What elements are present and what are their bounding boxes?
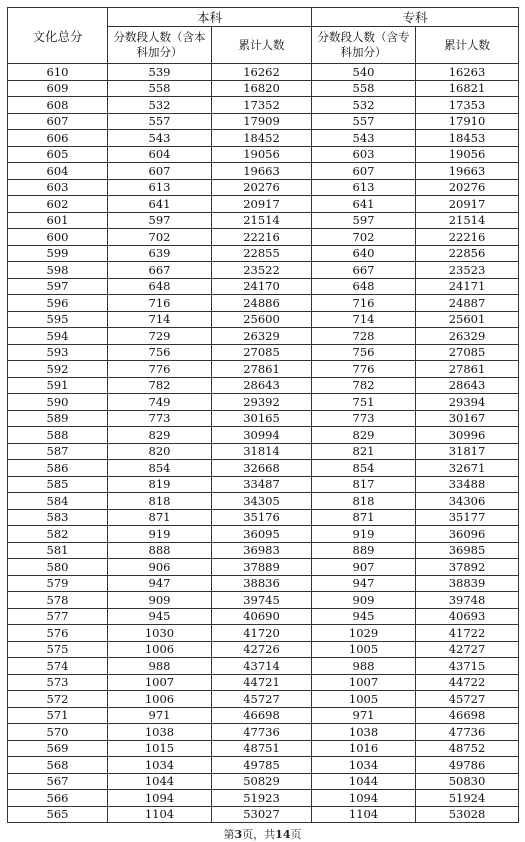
junior-college-cumulative-cell: 24171 [416, 278, 519, 295]
score-cell: 599 [8, 245, 108, 262]
table-row [8, 724, 519, 741]
table-row [8, 328, 519, 345]
table-row [8, 80, 519, 97]
undergraduate-count-cell: 1015 [108, 740, 212, 757]
junior-college-cumulative-cell: 20276 [416, 179, 519, 196]
junior-college-count-cell: 773 [312, 410, 416, 427]
score-cell: 600 [8, 229, 108, 246]
score-cell: 605 [8, 146, 108, 163]
undergraduate-count-cell: 909 [108, 592, 212, 609]
junior-college-cumulative-cell: 51924 [416, 790, 519, 807]
undergraduate-cumulative-cell: 22855 [212, 245, 312, 262]
table-row [8, 476, 519, 493]
junior-college-cumulative-cell: 22216 [416, 229, 519, 246]
table-row [8, 229, 519, 246]
undergraduate-count-cell: 604 [108, 146, 212, 163]
score-cell: 609 [8, 80, 108, 97]
score-cell: 606 [8, 130, 108, 147]
junior-college-count-cell: 776 [312, 361, 416, 378]
junior-college-cumulative-cell: 49786 [416, 757, 519, 774]
score-cell: 577 [8, 608, 108, 625]
undergraduate-count-cell: 756 [108, 344, 212, 361]
score-cell: 588 [8, 427, 108, 444]
table-row [8, 163, 519, 180]
score-cell: 607 [8, 113, 108, 130]
table-row [8, 509, 519, 526]
undergraduate-count-cell: 773 [108, 410, 212, 427]
table-row [8, 608, 519, 625]
page-footer [0, 826, 525, 842]
junior-college-count-cell: 1007 [312, 674, 416, 691]
junior-college-count-cell: 829 [312, 427, 416, 444]
undergraduate-cumulative-cell: 43714 [212, 658, 312, 675]
undergraduate-count-cell: 613 [108, 179, 212, 196]
junior-college-count-cell: 613 [312, 179, 416, 196]
junior-college-cumulative-cell: 50830 [416, 773, 519, 790]
undergraduate-count-cell: 607 [108, 163, 212, 180]
undergraduate-count-cell: 829 [108, 427, 212, 444]
score-cell: 596 [8, 295, 108, 312]
score-cell: 597 [8, 278, 108, 295]
footer-suffix: 页 [290, 828, 302, 841]
junior-college-count-cell: 1044 [312, 773, 416, 790]
junior-college-count-cell: 1094 [312, 790, 416, 807]
undergraduate-cumulative-cell: 17352 [212, 97, 312, 114]
score-cell: 604 [8, 163, 108, 180]
undergraduate-count-cell: 1034 [108, 757, 212, 774]
junior-college-count-cell: 667 [312, 262, 416, 279]
undergraduate-count-cell: 667 [108, 262, 212, 279]
table-row [8, 526, 519, 543]
junior-college-count-cell: 821 [312, 443, 416, 460]
score-cell: 587 [8, 443, 108, 460]
score-cell: 584 [8, 493, 108, 510]
undergraduate-count-cell: 1104 [108, 806, 212, 823]
junior-college-cumulative-cell: 37892 [416, 559, 519, 576]
junior-college-count-cell: 728 [312, 328, 416, 345]
junior-college-cumulative-cell: 22856 [416, 245, 519, 262]
junior-college-count-cell: 817 [312, 476, 416, 493]
table-row [8, 641, 519, 658]
undergraduate-cumulative-cell: 39745 [212, 592, 312, 609]
table-row [8, 262, 519, 279]
undergraduate-cumulative-cell: 50829 [212, 773, 312, 790]
undergraduate-count-cell: 906 [108, 559, 212, 576]
junior-college-count-cell: 702 [312, 229, 416, 246]
score-cell: 569 [8, 740, 108, 757]
score-cell: 593 [8, 344, 108, 361]
undergraduate-count-cell: 1030 [108, 625, 212, 642]
junior-college-cumulative-cell: 18453 [416, 130, 519, 147]
junior-college-cumulative-cell: 33488 [416, 476, 519, 493]
junior-college-cumulative-cell: 28643 [416, 377, 519, 394]
junior-college-count-cell: 558 [312, 80, 416, 97]
undergraduate-cumulative-cell: 19056 [212, 146, 312, 163]
junior-college-count-cell: 947 [312, 575, 416, 592]
undergraduate-cumulative-cell: 20917 [212, 196, 312, 213]
undergraduate-count-cell: 854 [108, 460, 212, 477]
undergraduate-cumulative-cell: 45727 [212, 691, 312, 708]
junior-college-cumulative-cell: 19056 [416, 146, 519, 163]
undergraduate-cumulative-cell: 47736 [212, 724, 312, 741]
table-row [8, 377, 519, 394]
score-cell: 571 [8, 707, 108, 724]
table-row [8, 196, 519, 213]
junior-college-count-cell: 1029 [312, 625, 416, 642]
score-cell: 579 [8, 575, 108, 592]
score-cell: 570 [8, 724, 108, 741]
undergraduate-cumulative-cell: 32668 [212, 460, 312, 477]
table-row [8, 460, 519, 477]
score-cell: 590 [8, 394, 108, 411]
junior-college-count-cell: 641 [312, 196, 416, 213]
junior-college-cumulative-cell: 38839 [416, 575, 519, 592]
score-cell: 572 [8, 691, 108, 708]
undergraduate-cumulative-cell: 25600 [212, 311, 312, 328]
table-row [8, 592, 519, 609]
junior-college-cumulative-cell: 17353 [416, 97, 519, 114]
score-cell: 565 [8, 806, 108, 823]
undergraduate-cumulative-cell: 19663 [212, 163, 312, 180]
junior-college-cumulative-cell: 19663 [416, 163, 519, 180]
undergraduate-count-cell: 1007 [108, 674, 212, 691]
score-cell: 589 [8, 410, 108, 427]
undergraduate-cumulative-cell: 24886 [212, 295, 312, 312]
undergraduate-count-cell: 1006 [108, 641, 212, 658]
score-cell: 598 [8, 262, 108, 279]
table-row [8, 394, 519, 411]
footer-total-pages: 14 [275, 828, 291, 841]
table-row [8, 64, 519, 81]
undergraduate-count-cell: 543 [108, 130, 212, 147]
undergraduate-cumulative-cell: 24170 [212, 278, 312, 295]
table-row [8, 427, 519, 444]
junior-college-cumulative-cell: 26329 [416, 328, 519, 345]
junior-college-cumulative-cell: 25601 [416, 311, 519, 328]
undergraduate-cumulative-cell: 36983 [212, 542, 312, 559]
junior-college-count-cell: 909 [312, 592, 416, 609]
table-row [8, 691, 519, 708]
table-row [8, 542, 519, 559]
junior-college-count-cell: 1034 [312, 757, 416, 774]
undergraduate-count-cell: 597 [108, 212, 212, 229]
undergraduate-count-cell: 971 [108, 707, 212, 724]
junior-college-count-cell: 557 [312, 113, 416, 130]
junior-college-cumulative-cell: 42727 [416, 641, 519, 658]
junior-college-cumulative-cell: 27085 [416, 344, 519, 361]
undergraduate-cumulative-cell: 33487 [212, 476, 312, 493]
undergraduate-cumulative-cell: 20276 [212, 179, 312, 196]
score-cell: 603 [8, 179, 108, 196]
table-row [8, 674, 519, 691]
undergraduate-count-cell: 871 [108, 509, 212, 526]
table-row [8, 361, 519, 378]
junior-college-cumulative-cell: 48752 [416, 740, 519, 757]
junior-college-count-cell: 1016 [312, 740, 416, 757]
junior-college-count-cell: 782 [312, 377, 416, 394]
undergraduate-cumulative-cell: 46698 [212, 707, 312, 724]
junior-college-count-cell: 716 [312, 295, 416, 312]
table-row [8, 130, 519, 147]
junior-college-count-cell: 648 [312, 278, 416, 295]
undergraduate-cumulative-cell: 30165 [212, 410, 312, 427]
undergraduate-cumulative-cell: 17909 [212, 113, 312, 130]
table-row [8, 212, 519, 229]
junior-college-group-header: 专科 [312, 8, 519, 27]
junior-college-count-cell: 1104 [312, 806, 416, 823]
undergraduate-count-cell: 776 [108, 361, 212, 378]
table-row [8, 146, 519, 163]
junior-college-cumulative-cell: 27861 [416, 361, 519, 378]
undergraduate-cumulative-cell: 42726 [212, 641, 312, 658]
undergraduate-cumulative-cell: 27861 [212, 361, 312, 378]
junior-college-count-cell: 1005 [312, 691, 416, 708]
junior-college-count-cell: 640 [312, 245, 416, 262]
score-cell: 581 [8, 542, 108, 559]
junior-college-count-cell: 971 [312, 707, 416, 724]
junior-college-count-cell: 543 [312, 130, 416, 147]
junior-college-cumulative-cell: 46698 [416, 707, 519, 724]
undergraduate-count-cell: 716 [108, 295, 212, 312]
undergraduate-count-cell: 729 [108, 328, 212, 345]
undergraduate-count-cell: 539 [108, 64, 212, 81]
undergraduate-cumulative-cell: 41720 [212, 625, 312, 642]
table-row [8, 443, 519, 460]
undergraduate-count-cell: 1044 [108, 773, 212, 790]
undergraduate-cumulative-cell: 35176 [212, 509, 312, 526]
junior-college-cumulative-cell: 32671 [416, 460, 519, 477]
score-cell: 574 [8, 658, 108, 675]
junior-college-count-cell: 714 [312, 311, 416, 328]
undergraduate-count-cell: 641 [108, 196, 212, 213]
junior-college-cumulative-cell: 30167 [416, 410, 519, 427]
table-row [8, 707, 519, 724]
undergraduate-cumulative-cell: 31814 [212, 443, 312, 460]
junior-college-cumulative-cell: 30996 [416, 427, 519, 444]
table-body [8, 64, 519, 823]
junior-college-count-cell: 540 [312, 64, 416, 81]
junior-college-cumulative-cell: 47736 [416, 724, 519, 741]
undergraduate-count-cell: 820 [108, 443, 212, 460]
table-row [8, 559, 519, 576]
score-cell: 592 [8, 361, 108, 378]
table-row [8, 245, 519, 262]
junior-college-count-cell: 889 [312, 542, 416, 559]
junior-college-cumulative-cell: 44722 [416, 674, 519, 691]
junior-college-cumulative-cell: 39748 [416, 592, 519, 609]
undergraduate-cumulative-cell: 29392 [212, 394, 312, 411]
undergraduate-count-cell: 557 [108, 113, 212, 130]
junior-college-cumulative-cell: 24887 [416, 295, 519, 312]
junior-college-cumulative-cell: 21514 [416, 212, 519, 229]
undergraduate-cumulative-cell: 36095 [212, 526, 312, 543]
table-row [8, 295, 519, 312]
undergraduate-cumulative-cell: 49785 [212, 757, 312, 774]
score-cell: 580 [8, 559, 108, 576]
undergraduate-cumulative-cell: 44721 [212, 674, 312, 691]
junior-college-count-cell: 607 [312, 163, 416, 180]
undergraduate-cumulative-cell: 28643 [212, 377, 312, 394]
junior-college-cumulative-cell: 36985 [416, 542, 519, 559]
undergraduate-cumulative-cell: 22216 [212, 229, 312, 246]
undergraduate-cumulative-cell: 34305 [212, 493, 312, 510]
undergraduate-count-cell: 1094 [108, 790, 212, 807]
table-row [8, 740, 519, 757]
undergraduate-cumulative-cell: 27085 [212, 344, 312, 361]
table-row [8, 658, 519, 675]
table-row [8, 311, 519, 328]
score-column-header: 文化总分 [8, 8, 108, 64]
undergraduate-count-cell: 919 [108, 526, 212, 543]
junior-college-count-cell: 988 [312, 658, 416, 675]
score-cell: 585 [8, 476, 108, 493]
junior-college-cumulative-cell: 16821 [416, 80, 519, 97]
junior-college-count-cell: 603 [312, 146, 416, 163]
junior-college-cumulative-cell: 36096 [416, 526, 519, 543]
junior-college-count-cell: 871 [312, 509, 416, 526]
junior-college-cumulative-cell: 45727 [416, 691, 519, 708]
undergraduate-cumulative-cell: 53027 [212, 806, 312, 823]
undergraduate-cumulative-cell: 48751 [212, 740, 312, 757]
undergraduate-group-header: 本科 [108, 8, 312, 27]
undergraduate-count-cell: 749 [108, 394, 212, 411]
undergraduate-cumulative-cell: 16820 [212, 80, 312, 97]
undergraduate-count-cell: 639 [108, 245, 212, 262]
undergraduate-count-cell: 702 [108, 229, 212, 246]
score-cell: 566 [8, 790, 108, 807]
undergraduate-count-header: 分数段人数（含本科加分） [108, 27, 212, 64]
junior-college-cumulative-cell: 17910 [416, 113, 519, 130]
undergraduate-count-cell: 782 [108, 377, 212, 394]
table-row [8, 773, 519, 790]
junior-college-count-cell: 1005 [312, 641, 416, 658]
junior-college-cumulative-cell: 40693 [416, 608, 519, 625]
undergraduate-count-cell: 888 [108, 542, 212, 559]
score-cell: 602 [8, 196, 108, 213]
score-cell: 591 [8, 377, 108, 394]
undergraduate-count-cell: 988 [108, 658, 212, 675]
junior-college-count-header: 分数段人数（含专科加分） [312, 27, 416, 64]
junior-college-cumulative-cell: 16263 [416, 64, 519, 81]
score-cell: 608 [8, 97, 108, 114]
undergraduate-count-cell: 819 [108, 476, 212, 493]
table-row [8, 790, 519, 807]
undergraduate-cumulative-cell: 23522 [212, 262, 312, 279]
score-cell: 578 [8, 592, 108, 609]
score-distribution-table [7, 7, 519, 823]
undergraduate-count-cell: 558 [108, 80, 212, 97]
junior-college-cumulative-cell: 41722 [416, 625, 519, 642]
table-row [8, 806, 519, 823]
table-row [8, 113, 519, 130]
undergraduate-count-cell: 648 [108, 278, 212, 295]
score-cell: 586 [8, 460, 108, 477]
undergraduate-cumulative-cell: 18452 [212, 130, 312, 147]
score-cell: 595 [8, 311, 108, 328]
junior-college-cumulative-cell: 43715 [416, 658, 519, 675]
table-row [8, 493, 519, 510]
junior-college-cumulative-cell: 53028 [416, 806, 519, 823]
score-cell: 567 [8, 773, 108, 790]
junior-college-count-cell: 756 [312, 344, 416, 361]
score-cell: 583 [8, 509, 108, 526]
undergraduate-count-cell: 532 [108, 97, 212, 114]
undergraduate-count-cell: 945 [108, 608, 212, 625]
undergraduate-cumulative-cell: 51923 [212, 790, 312, 807]
junior-college-cumulative-cell: 23523 [416, 262, 519, 279]
table-row [8, 278, 519, 295]
junior-college-count-cell: 818 [312, 493, 416, 510]
score-cell: 610 [8, 64, 108, 81]
table-row [8, 575, 519, 592]
junior-college-count-cell: 597 [312, 212, 416, 229]
junior-college-cumulative-cell: 34306 [416, 493, 519, 510]
table-row [8, 179, 519, 196]
junior-college-cumulative-cell: 29394 [416, 394, 519, 411]
score-cell: 573 [8, 674, 108, 691]
score-cell: 582 [8, 526, 108, 543]
junior-college-cumulative-cell: 20917 [416, 196, 519, 213]
footer-prefix: 第 [223, 828, 235, 841]
undergraduate-count-cell: 1038 [108, 724, 212, 741]
score-cell: 601 [8, 212, 108, 229]
score-cell: 575 [8, 641, 108, 658]
junior-college-count-cell: 945 [312, 608, 416, 625]
table-header-row [8, 8, 519, 27]
undergraduate-cumulative-cell: 40690 [212, 608, 312, 625]
junior-college-count-cell: 919 [312, 526, 416, 543]
junior-college-count-cell: 854 [312, 460, 416, 477]
undergraduate-cumulative-cell: 16262 [212, 64, 312, 81]
table-row [8, 344, 519, 361]
undergraduate-cumulative-cell: 37889 [212, 559, 312, 576]
junior-college-cumulative-cell: 35177 [416, 509, 519, 526]
undergraduate-cumulative-cell: 26329 [212, 328, 312, 345]
undergraduate-count-cell: 1006 [108, 691, 212, 708]
junior-college-cumulative-header: 累计人数 [416, 27, 519, 64]
undergraduate-count-cell: 714 [108, 311, 212, 328]
junior-college-count-cell: 751 [312, 394, 416, 411]
score-cell: 594 [8, 328, 108, 345]
table-row [8, 97, 519, 114]
footer-page-number: 3 [234, 828, 243, 841]
undergraduate-cumulative-cell: 21514 [212, 212, 312, 229]
table-row [8, 410, 519, 427]
undergraduate-count-cell: 947 [108, 575, 212, 592]
score-cell: 576 [8, 625, 108, 642]
table-row [8, 757, 519, 774]
junior-college-cumulative-cell: 31817 [416, 443, 519, 460]
footer-middle: 页，共 [242, 828, 276, 841]
junior-college-count-cell: 907 [312, 559, 416, 576]
undergraduate-count-cell: 818 [108, 493, 212, 510]
undergraduate-cumulative-header: 累计人数 [212, 27, 312, 64]
table-row [8, 625, 519, 642]
junior-college-count-cell: 1038 [312, 724, 416, 741]
undergraduate-cumulative-cell: 30994 [212, 427, 312, 444]
undergraduate-cumulative-cell: 38836 [212, 575, 312, 592]
junior-college-count-cell: 532 [312, 97, 416, 114]
score-cell: 568 [8, 757, 108, 774]
